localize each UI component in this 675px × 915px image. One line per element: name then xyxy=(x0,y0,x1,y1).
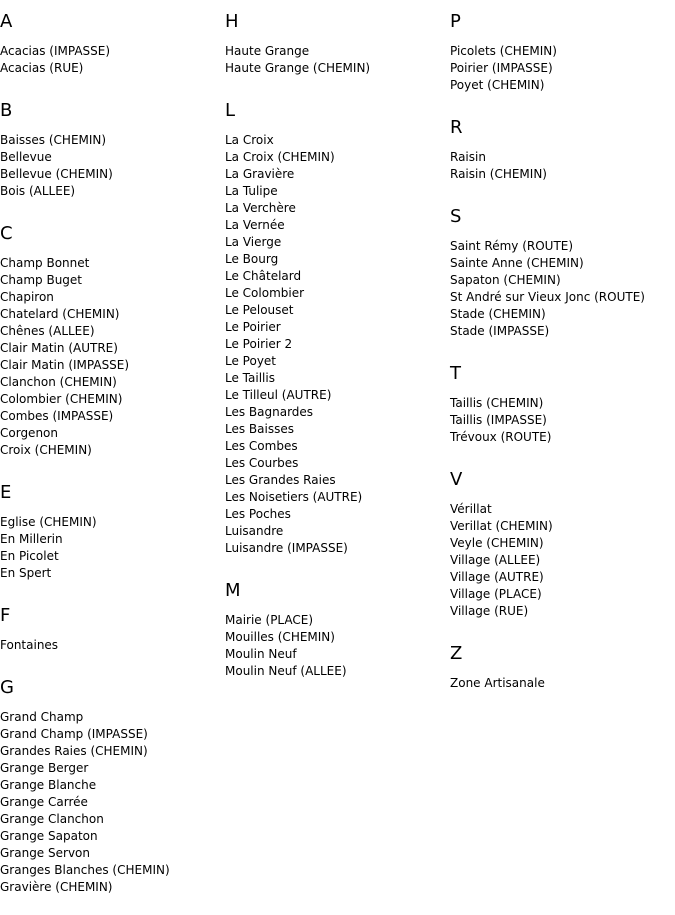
street-name: Le Taillis xyxy=(225,371,275,385)
street-name: Taillis (CHEMIN) xyxy=(450,396,544,410)
street-name: Clanchon (CHEMIN) xyxy=(0,375,117,389)
street-column-1 xyxy=(0,0,225,896)
street-name: Grandes Raies (CHEMIN) xyxy=(0,744,148,758)
street-name: Acacias (RUE) xyxy=(0,61,84,75)
street-name: Village (RUE) xyxy=(450,604,529,618)
street-list xyxy=(450,501,675,620)
street-name: Fontaines xyxy=(0,638,59,652)
street-name: Luisandre (IMPASSE) xyxy=(225,541,348,555)
section-letter-heading: L xyxy=(225,100,236,121)
street-name: Stade (IMPASSE) xyxy=(450,324,550,338)
letter-section-g xyxy=(0,666,225,896)
street-name: Le Châtelard xyxy=(225,269,302,283)
street-name: Clair Matin (IMPASSE) xyxy=(0,358,130,372)
street-name: Luisandre xyxy=(225,524,284,538)
street-name: Chatelard (CHEMIN) xyxy=(0,307,120,321)
section-letter-heading: C xyxy=(0,223,13,244)
street-name: Grange Berger xyxy=(0,761,89,775)
street-name: Raisin xyxy=(450,150,486,164)
section-letter-heading: P xyxy=(450,11,461,32)
section-letter-heading: V xyxy=(450,469,463,490)
street-name: Poirier (IMPASSE) xyxy=(450,61,553,75)
letter-section-r xyxy=(450,106,675,183)
street-name: La Verchère xyxy=(225,201,296,215)
street-name: En Picolet xyxy=(0,549,59,563)
street-name: Croix (CHEMIN) xyxy=(0,443,92,457)
street-name: Verillat (CHEMIN) xyxy=(450,519,553,533)
street-name: Les Noisetiers (AUTRE) xyxy=(225,490,363,504)
street-name: La Gravière xyxy=(225,167,295,181)
letter-section-c xyxy=(0,212,225,459)
street-name: En Millerin xyxy=(0,532,63,546)
section-letter-heading: E xyxy=(0,482,12,503)
street-name: Vérillat xyxy=(450,502,492,516)
letter-section-t xyxy=(450,352,675,446)
street-name: Grange Servon xyxy=(0,846,90,860)
section-letter-heading: A xyxy=(0,11,13,32)
street-name: Bellevue (CHEMIN) xyxy=(0,167,113,181)
section-letter-heading: B xyxy=(0,100,13,121)
street-name: Zone Artisanale xyxy=(450,676,545,690)
street-name: Combes (IMPASSE) xyxy=(0,409,114,423)
street-name: Les Poches xyxy=(225,507,291,521)
letter-section-a xyxy=(0,0,225,77)
street-name: Grange Carrée xyxy=(0,795,88,809)
street-name: Mouilles (CHEMIN) xyxy=(225,630,335,644)
street-name: Les Courbes xyxy=(225,456,299,470)
street-name: Veyle (CHEMIN) xyxy=(450,536,544,550)
street-name: Les Grandes Raies xyxy=(225,473,336,487)
street-name: Le Pelouset xyxy=(225,303,294,317)
street-name: Taillis (IMPASSE) xyxy=(450,413,547,427)
street-name: Raisin (CHEMIN) xyxy=(450,167,547,181)
street-list xyxy=(450,43,675,94)
letter-section-e xyxy=(0,471,225,582)
street-name: Sainte Anne (CHEMIN) xyxy=(450,256,584,270)
street-name: Gravière (CHEMIN) xyxy=(0,880,113,894)
section-letter-heading: R xyxy=(450,117,463,138)
street-name: En Spert xyxy=(0,566,52,580)
section-letter-heading: Z xyxy=(450,643,463,664)
section-letter-heading: S xyxy=(450,206,462,227)
street-name: Les Bagnardes xyxy=(225,405,314,419)
letter-section-f xyxy=(0,594,225,654)
letter-section-v xyxy=(450,458,675,620)
street-name: La Vernée xyxy=(225,218,285,232)
street-name: Chapiron xyxy=(0,290,54,304)
street-name: Sapaton (CHEMIN) xyxy=(450,273,561,287)
letter-section-s xyxy=(450,195,675,340)
street-list xyxy=(225,132,450,557)
street-name: Grange Sapaton xyxy=(0,829,98,843)
section-letter-heading: G xyxy=(0,677,14,698)
street-name: Le Tilleul (AUTRE) xyxy=(225,388,332,402)
street-column-3 xyxy=(450,0,675,692)
letter-section-z xyxy=(450,632,675,692)
street-name: Trévoux (ROUTE) xyxy=(450,430,552,444)
street-name: Stade (CHEMIN) xyxy=(450,307,546,321)
street-name: Acacias (IMPASSE) xyxy=(0,44,111,58)
letter-section-b xyxy=(0,89,225,200)
street-list xyxy=(450,675,675,692)
street-name: Haute Grange (CHEMIN) xyxy=(225,61,371,75)
street-name: Picolets (CHEMIN) xyxy=(450,44,557,58)
letter-section-h xyxy=(225,0,450,77)
street-name: Colombier (CHEMIN) xyxy=(0,392,123,406)
street-name: La Tulipe xyxy=(225,184,278,198)
street-name: Village (ALLEE) xyxy=(450,553,541,567)
street-list xyxy=(0,637,225,654)
street-name: Le Poirier 2 xyxy=(225,337,293,351)
street-name: Bellevue xyxy=(0,150,52,164)
street-name: La Croix xyxy=(225,133,274,147)
street-name: Le Poirier xyxy=(225,320,281,334)
street-name: Grange Clanchon xyxy=(0,812,104,826)
street-list xyxy=(225,612,450,680)
street-name: Les Baisses xyxy=(225,422,294,436)
street-name: Les Combes xyxy=(225,439,298,453)
street-name: Chênes (ALLEE) xyxy=(0,324,95,338)
section-letter-heading: F xyxy=(0,605,11,626)
street-list xyxy=(0,255,225,459)
street-column-2 xyxy=(225,0,450,680)
street-list xyxy=(450,238,675,340)
letter-section-m xyxy=(225,569,450,680)
street-name: Moulin Neuf (ALLEE) xyxy=(225,664,347,678)
street-name: Saint Rémy (ROUTE) xyxy=(450,239,574,253)
street-name: La Vierge xyxy=(225,235,282,249)
street-name: Le Bourg xyxy=(225,252,279,266)
street-name: Poyet (CHEMIN) xyxy=(450,78,545,92)
street-name: La Croix (CHEMIN) xyxy=(225,150,335,164)
street-name: Baisses (CHEMIN) xyxy=(0,133,107,147)
street-name: Moulin Neuf xyxy=(225,647,297,661)
street-list xyxy=(0,514,225,582)
street-list xyxy=(0,132,225,200)
street-name: Le Poyet xyxy=(225,354,277,368)
street-name: Grange Blanche xyxy=(0,778,97,792)
street-name: Le Colombier xyxy=(225,286,305,300)
letter-section-p xyxy=(450,0,675,94)
section-letter-heading: H xyxy=(225,11,239,32)
section-letter-heading: T xyxy=(450,363,461,384)
street-name: Corgenon xyxy=(0,426,58,440)
street-name: Haute Grange xyxy=(225,44,310,58)
street-list xyxy=(0,709,225,896)
street-name: Granges Blanches (CHEMIN) xyxy=(0,863,170,877)
street-name: Eglise (CHEMIN) xyxy=(0,515,97,529)
street-name: Champ Bonnet xyxy=(0,256,90,270)
street-name: Mairie (PLACE) xyxy=(225,613,314,627)
section-letter-heading: M xyxy=(225,580,241,601)
street-list xyxy=(225,43,450,77)
street-name: Champ Buget xyxy=(0,273,83,287)
street-list xyxy=(450,395,675,446)
street-name: Grand Champ (IMPASSE) xyxy=(0,727,148,741)
street-list xyxy=(450,149,675,183)
street-name: Village (AUTRE) xyxy=(450,570,544,584)
street-name: Grand Champ xyxy=(0,710,84,724)
letter-section-l xyxy=(225,89,450,557)
street-list xyxy=(0,43,225,77)
street-name: Village (PLACE) xyxy=(450,587,542,601)
street-name: Bois (ALLEE) xyxy=(0,184,76,198)
street-name: St André sur Vieux Jonc (ROUTE) xyxy=(450,290,645,304)
street-name: Clair Matin (AUTRE) xyxy=(0,341,118,355)
